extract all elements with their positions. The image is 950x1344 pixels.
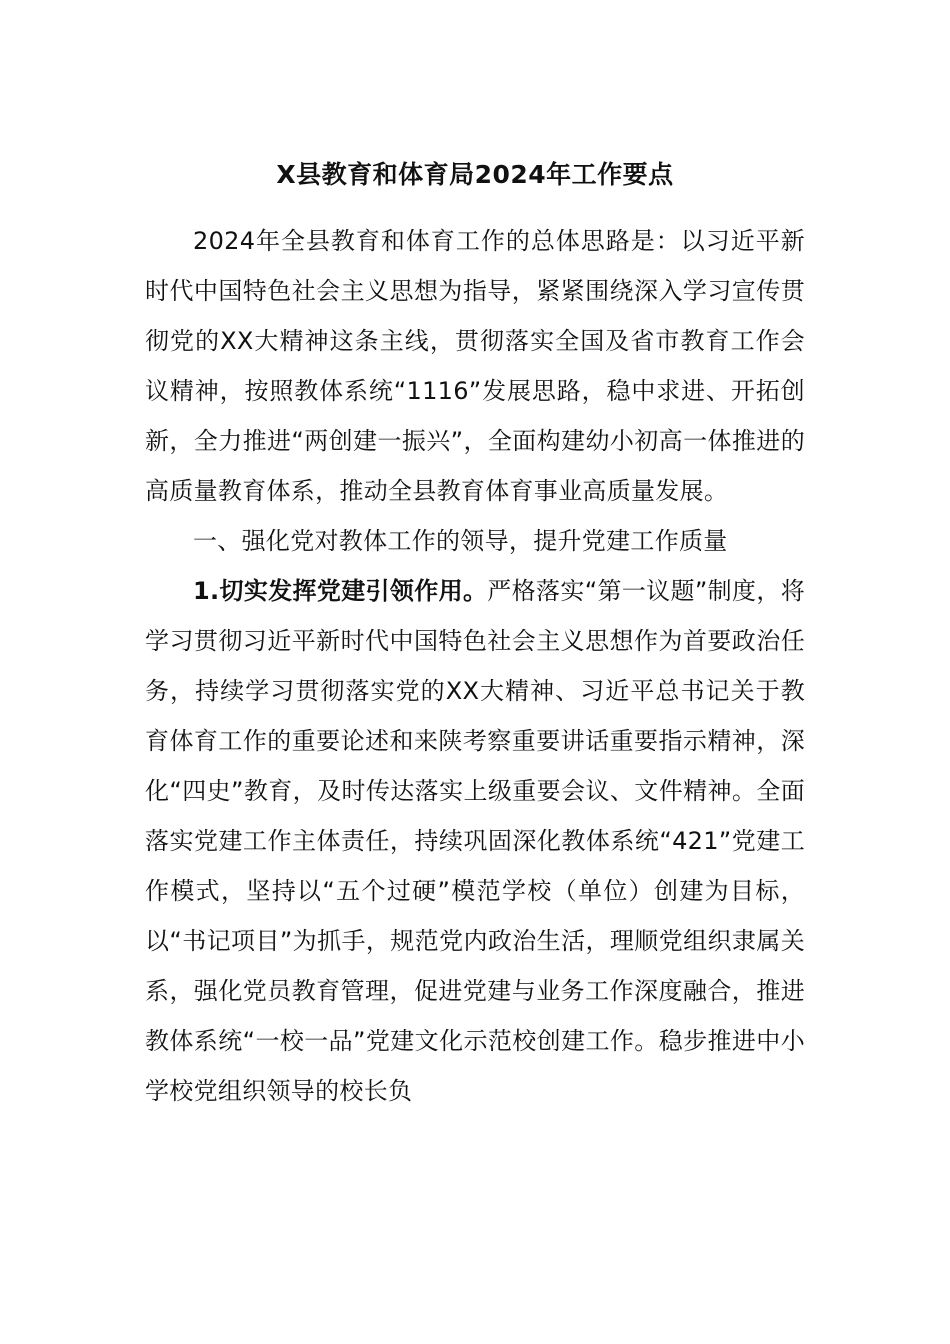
item-1-body: 严格落实“第一议题”制度，将学习贯彻习近平新时代中国特色社会主义思想作为首要政治任务，持续学习贯彻落实党的XX大精神、习近平总书记关于教育体育工作的重要论述和来陕考察重要讲话重要指示精神，深化“四史”教育，及时传达落实上级重要会议、文件精神。全面落实党建工作主体责任，持续巩固深化教体系统“421”党建工作模式，坚持以“五个过硬”模范学校（单位）创建为目标，以“书记项目”为抓手，规范党内政治生活，理顺党组织隶属关系，强化党员教育管理，促进党建与业务工作深度融合，推进教体系统“一校一品”党建文化示范校创建工作。稳步推进中小学校党组织领导的校长负 xyxy=(145,577,805,1105)
intro-paragraph: 2024年全县教育和体育工作的总体思路是：以习近平新时代中国特色社会主义思想为指导，紧紧围绕深入学习宣传贯彻党的XX大精神这条主线，贯彻落实全国及省市教育工作会议精神，按照教体系统“1116”发展思路，稳中求进、开拓创新，全力推进“两创建一振兴”，全面构建幼小初高一体推进的高质量教育体系，推动全县教育体育事业高质量发展。 xyxy=(145,227,805,505)
section-heading-1: 一、强化党对教体工作的领导，提升党建工作质量 xyxy=(193,527,728,555)
document-page xyxy=(145,150,805,1116)
document-title: X县教育和体育局2024年工作要点 xyxy=(276,160,674,189)
item-1-lead: 1.切实发挥党建引领作用。 xyxy=(193,577,488,605)
item-paragraph-1 xyxy=(145,566,805,1116)
